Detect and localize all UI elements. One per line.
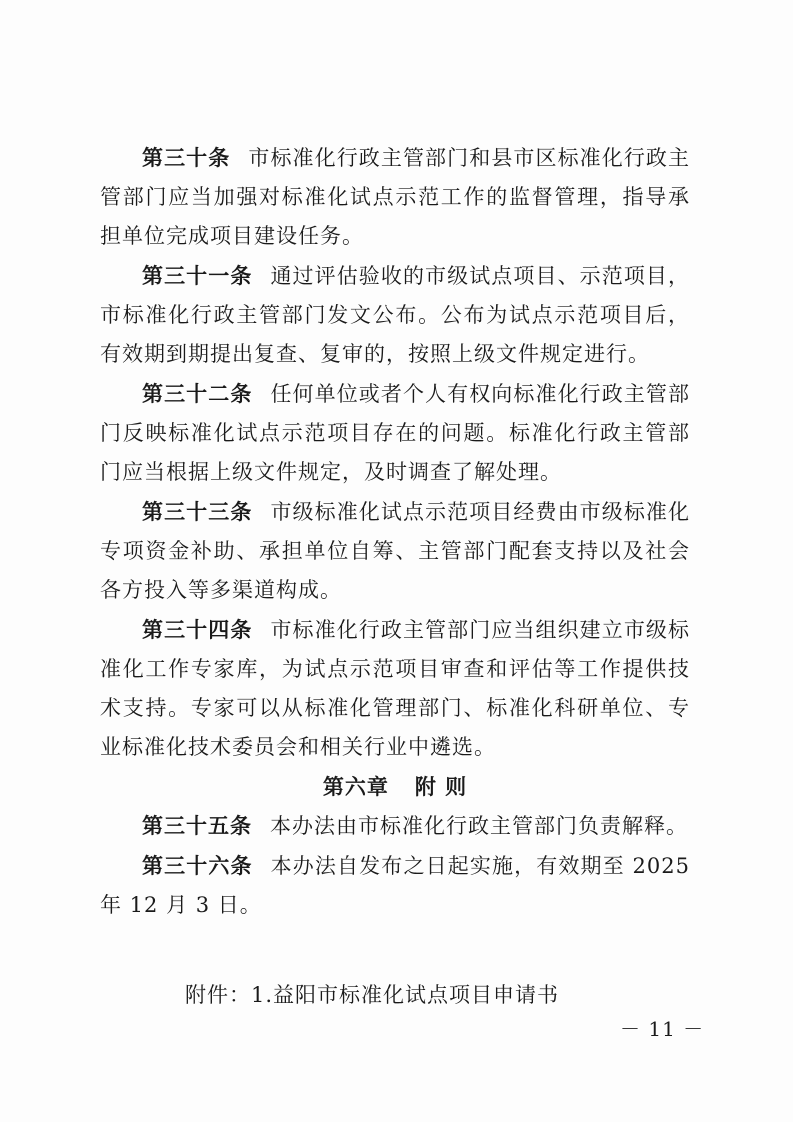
chapter-heading (100, 767, 690, 806)
chapter-title: 附 则 (414, 774, 468, 799)
article-31 (100, 256, 690, 374)
article-text: 市级标准化试点示范项目经费由市级标准化专项资金补助、承担单位自筹、主管部门配套支持以及社会各方投入等多渠道构成。 (100, 500, 691, 602)
attachment-line: 附件：1.益阳市标准化试点项目申请书 (185, 983, 560, 1007)
chapter-number: 第六章 (322, 774, 389, 799)
article-36 (100, 846, 690, 925)
article-text: 市标准化行政主管部门和县市区标准化行政主管部门应当加强对标准化试点示范工作的监督管理，指导承担单位完成项目建设任务。 (100, 146, 691, 248)
article-30 (100, 138, 690, 256)
article-text: 市标准化行政主管部门应当组织建立市级标准化工作专家库，为试点示范项目审查和评估等工作提供技术支持。专家可以从标准化管理部门、标准化科研单位、专业标准化技术委员会和相关行业中遴选。 (100, 618, 691, 759)
article-33 (100, 492, 690, 610)
article-text: 本办法自发布之日起实施，有效期至 2025 年 12 月 3 日。 (100, 854, 690, 917)
article-35 (100, 806, 690, 846)
article-number: 第三十条 (142, 145, 231, 170)
article-number: 第三十五条 (142, 813, 252, 838)
article-text: 任何单位或者个人有权向标准化行政主管部门反映标准化试点示范项目存在的问题。标准化行政主管部门应当根据上级文件规定，及时调查了解处理。 (100, 382, 691, 484)
article-number: 第三十三条 (142, 499, 253, 524)
article-number: 第三十一条 (142, 263, 253, 288)
article-number: 第三十二条 (142, 381, 253, 406)
article-number: 第三十六条 (142, 853, 253, 878)
document-body (100, 138, 690, 925)
article-number: 第三十四条 (142, 617, 253, 642)
page-number: － 11 － (620, 1017, 705, 1041)
article-34 (100, 610, 690, 767)
article-text: 通过评估验收的市级试点项目、示范项目，市标准化行政主管部门发文公布。公布为试点示范项目后，有效期到期提出复查、复审的，按照上级文件规定进行。 (100, 264, 691, 366)
article-text: 本办法由市标准化行政主管部门负责解释。 (270, 814, 688, 838)
article-32 (100, 374, 690, 492)
